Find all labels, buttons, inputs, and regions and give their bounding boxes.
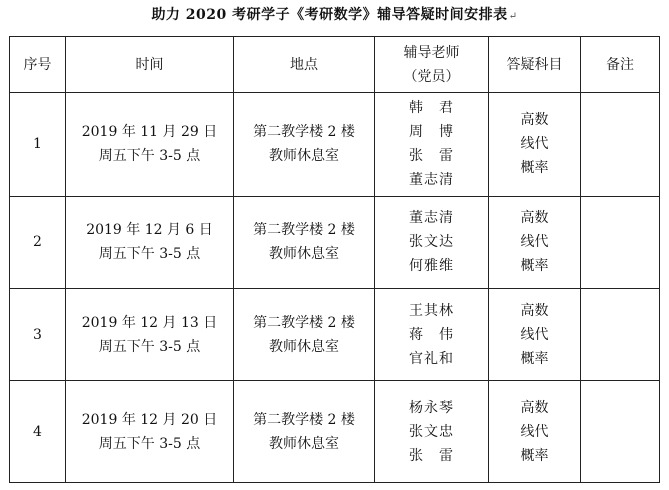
- row-subjects-list: [489, 299, 580, 371]
- row-subjects-cell: [489, 288, 581, 380]
- row-subjects-list: [489, 206, 580, 278]
- row-place-lines: [234, 311, 374, 359]
- row-time-cell: [66, 288, 234, 380]
- document-title: [0, 4, 669, 24]
- row-subjects-cell: [489, 381, 581, 483]
- header-time: 时间: [66, 37, 234, 93]
- row-teachers-list: [375, 96, 488, 192]
- header-subjects: 答疑科目: [489, 37, 581, 93]
- row-place-building: 第二教学楼 2 楼: [253, 124, 355, 141]
- row-place-room: 教师休息室: [269, 148, 339, 165]
- row-teachers-cell: [375, 196, 489, 288]
- teacher-name: 蒋 伟: [409, 326, 454, 343]
- teacher-name: 官礼和: [409, 350, 454, 367]
- subject-name: 概率: [520, 160, 549, 177]
- row-time: 周五下午 3-5 点: [98, 435, 201, 452]
- row-time: 周五下午 3-5 点: [98, 148, 201, 165]
- schedule-table: [9, 36, 660, 483]
- row-note: [581, 93, 660, 197]
- teacher-name: 王其林: [409, 302, 454, 319]
- row-teachers-list: [375, 396, 488, 468]
- row-subjects-cell: [489, 196, 581, 288]
- teacher-name: 董志清: [409, 172, 454, 189]
- teacher-name: 韩 君: [409, 100, 454, 117]
- subject-name: 高数: [520, 302, 549, 319]
- paragraph-mark-icon: ↵: [508, 11, 518, 22]
- subject-name: 概率: [520, 447, 549, 464]
- row-date: 2019 年 12 月 6 日: [86, 222, 213, 239]
- row-place-room: 教师休息室: [269, 246, 339, 263]
- row-time-lines: [66, 311, 233, 359]
- header-row: [10, 37, 660, 93]
- row-place-cell: [234, 381, 375, 483]
- row-time: 周五下午 3-5 点: [98, 338, 201, 355]
- subject-name: 高数: [520, 399, 549, 416]
- row-teachers-cell: [375, 288, 489, 380]
- table-row: [10, 93, 660, 197]
- subject-name: 线代: [520, 136, 549, 153]
- row-time-lines: [66, 120, 233, 168]
- table-row: [10, 381, 660, 483]
- row-teachers-list: [375, 206, 488, 278]
- row-note: [581, 288, 660, 380]
- row-time-cell: [66, 381, 234, 483]
- header-teachers-label: [375, 41, 488, 89]
- row-date: 2019 年 12 月 20 日: [81, 411, 218, 428]
- row-place-building: 第二教学楼 2 楼: [253, 411, 355, 428]
- header-teachers-line: 辅导老师: [403, 44, 460, 61]
- row-time-lines: [66, 218, 233, 266]
- row-place-building: 第二教学楼 2 楼: [253, 314, 355, 331]
- teacher-name: 周 博: [409, 124, 454, 141]
- row-date: 2019 年 12 月 13 日: [81, 314, 218, 331]
- row-time-cell: [66, 196, 234, 288]
- subject-name: 高数: [520, 210, 549, 227]
- header-place: 地点: [234, 37, 375, 93]
- row-place-cell: [234, 196, 375, 288]
- row-teachers-cell: [375, 93, 489, 197]
- row-place-lines: [234, 408, 374, 456]
- teacher-name: 张 雷: [409, 148, 454, 165]
- row-number: 3: [10, 288, 66, 380]
- title-text: 助力 2020 考研学子《考研数学》辅导答疑时间安排表: [151, 7, 508, 23]
- row-place-cell: [234, 93, 375, 197]
- row-time-lines: [66, 408, 233, 456]
- subject-name: 高数: [520, 112, 549, 129]
- header-no: 序号: [10, 37, 66, 93]
- teacher-name: 张文忠: [409, 423, 454, 440]
- teacher-name: 张 雷: [409, 447, 454, 464]
- row-place-lines: [234, 218, 374, 266]
- row-time: 周五下午 3-5 点: [98, 246, 201, 263]
- subject-name: 线代: [520, 234, 549, 251]
- row-note: [581, 381, 660, 483]
- header-notes: 备注: [581, 37, 660, 93]
- row-number: 2: [10, 196, 66, 288]
- row-note: [581, 196, 660, 288]
- row-time-cell: [66, 93, 234, 197]
- row-teachers-cell: [375, 381, 489, 483]
- row-number: 1: [10, 93, 66, 197]
- row-place-building: 第二教学楼 2 楼: [253, 222, 355, 239]
- subject-name: 线代: [520, 423, 549, 440]
- subject-name: 线代: [520, 326, 549, 343]
- subject-name: 概率: [520, 350, 549, 367]
- row-subjects-cell: [489, 93, 581, 197]
- row-number: 4: [10, 381, 66, 483]
- table-row: [10, 196, 660, 288]
- table-body: [10, 93, 660, 483]
- teacher-name: 董志清: [409, 210, 454, 227]
- row-subjects-list: [489, 108, 580, 180]
- row-place-cell: [234, 288, 375, 380]
- header-teachers: [375, 37, 489, 93]
- teacher-name: 何雅维: [409, 258, 454, 275]
- row-teachers-list: [375, 299, 488, 371]
- subject-name: 概率: [520, 258, 549, 275]
- row-place-lines: [234, 120, 374, 168]
- row-date: 2019 年 11 月 29 日: [81, 124, 218, 141]
- teacher-name: 杨永琴: [409, 399, 454, 416]
- row-place-room: 教师休息室: [269, 338, 339, 355]
- row-place-room: 教师休息室: [269, 435, 339, 452]
- teacher-name: 张文达: [409, 234, 454, 251]
- table-row: [10, 288, 660, 380]
- header-teachers-line: （党员）: [403, 68, 460, 85]
- row-subjects-list: [489, 396, 580, 468]
